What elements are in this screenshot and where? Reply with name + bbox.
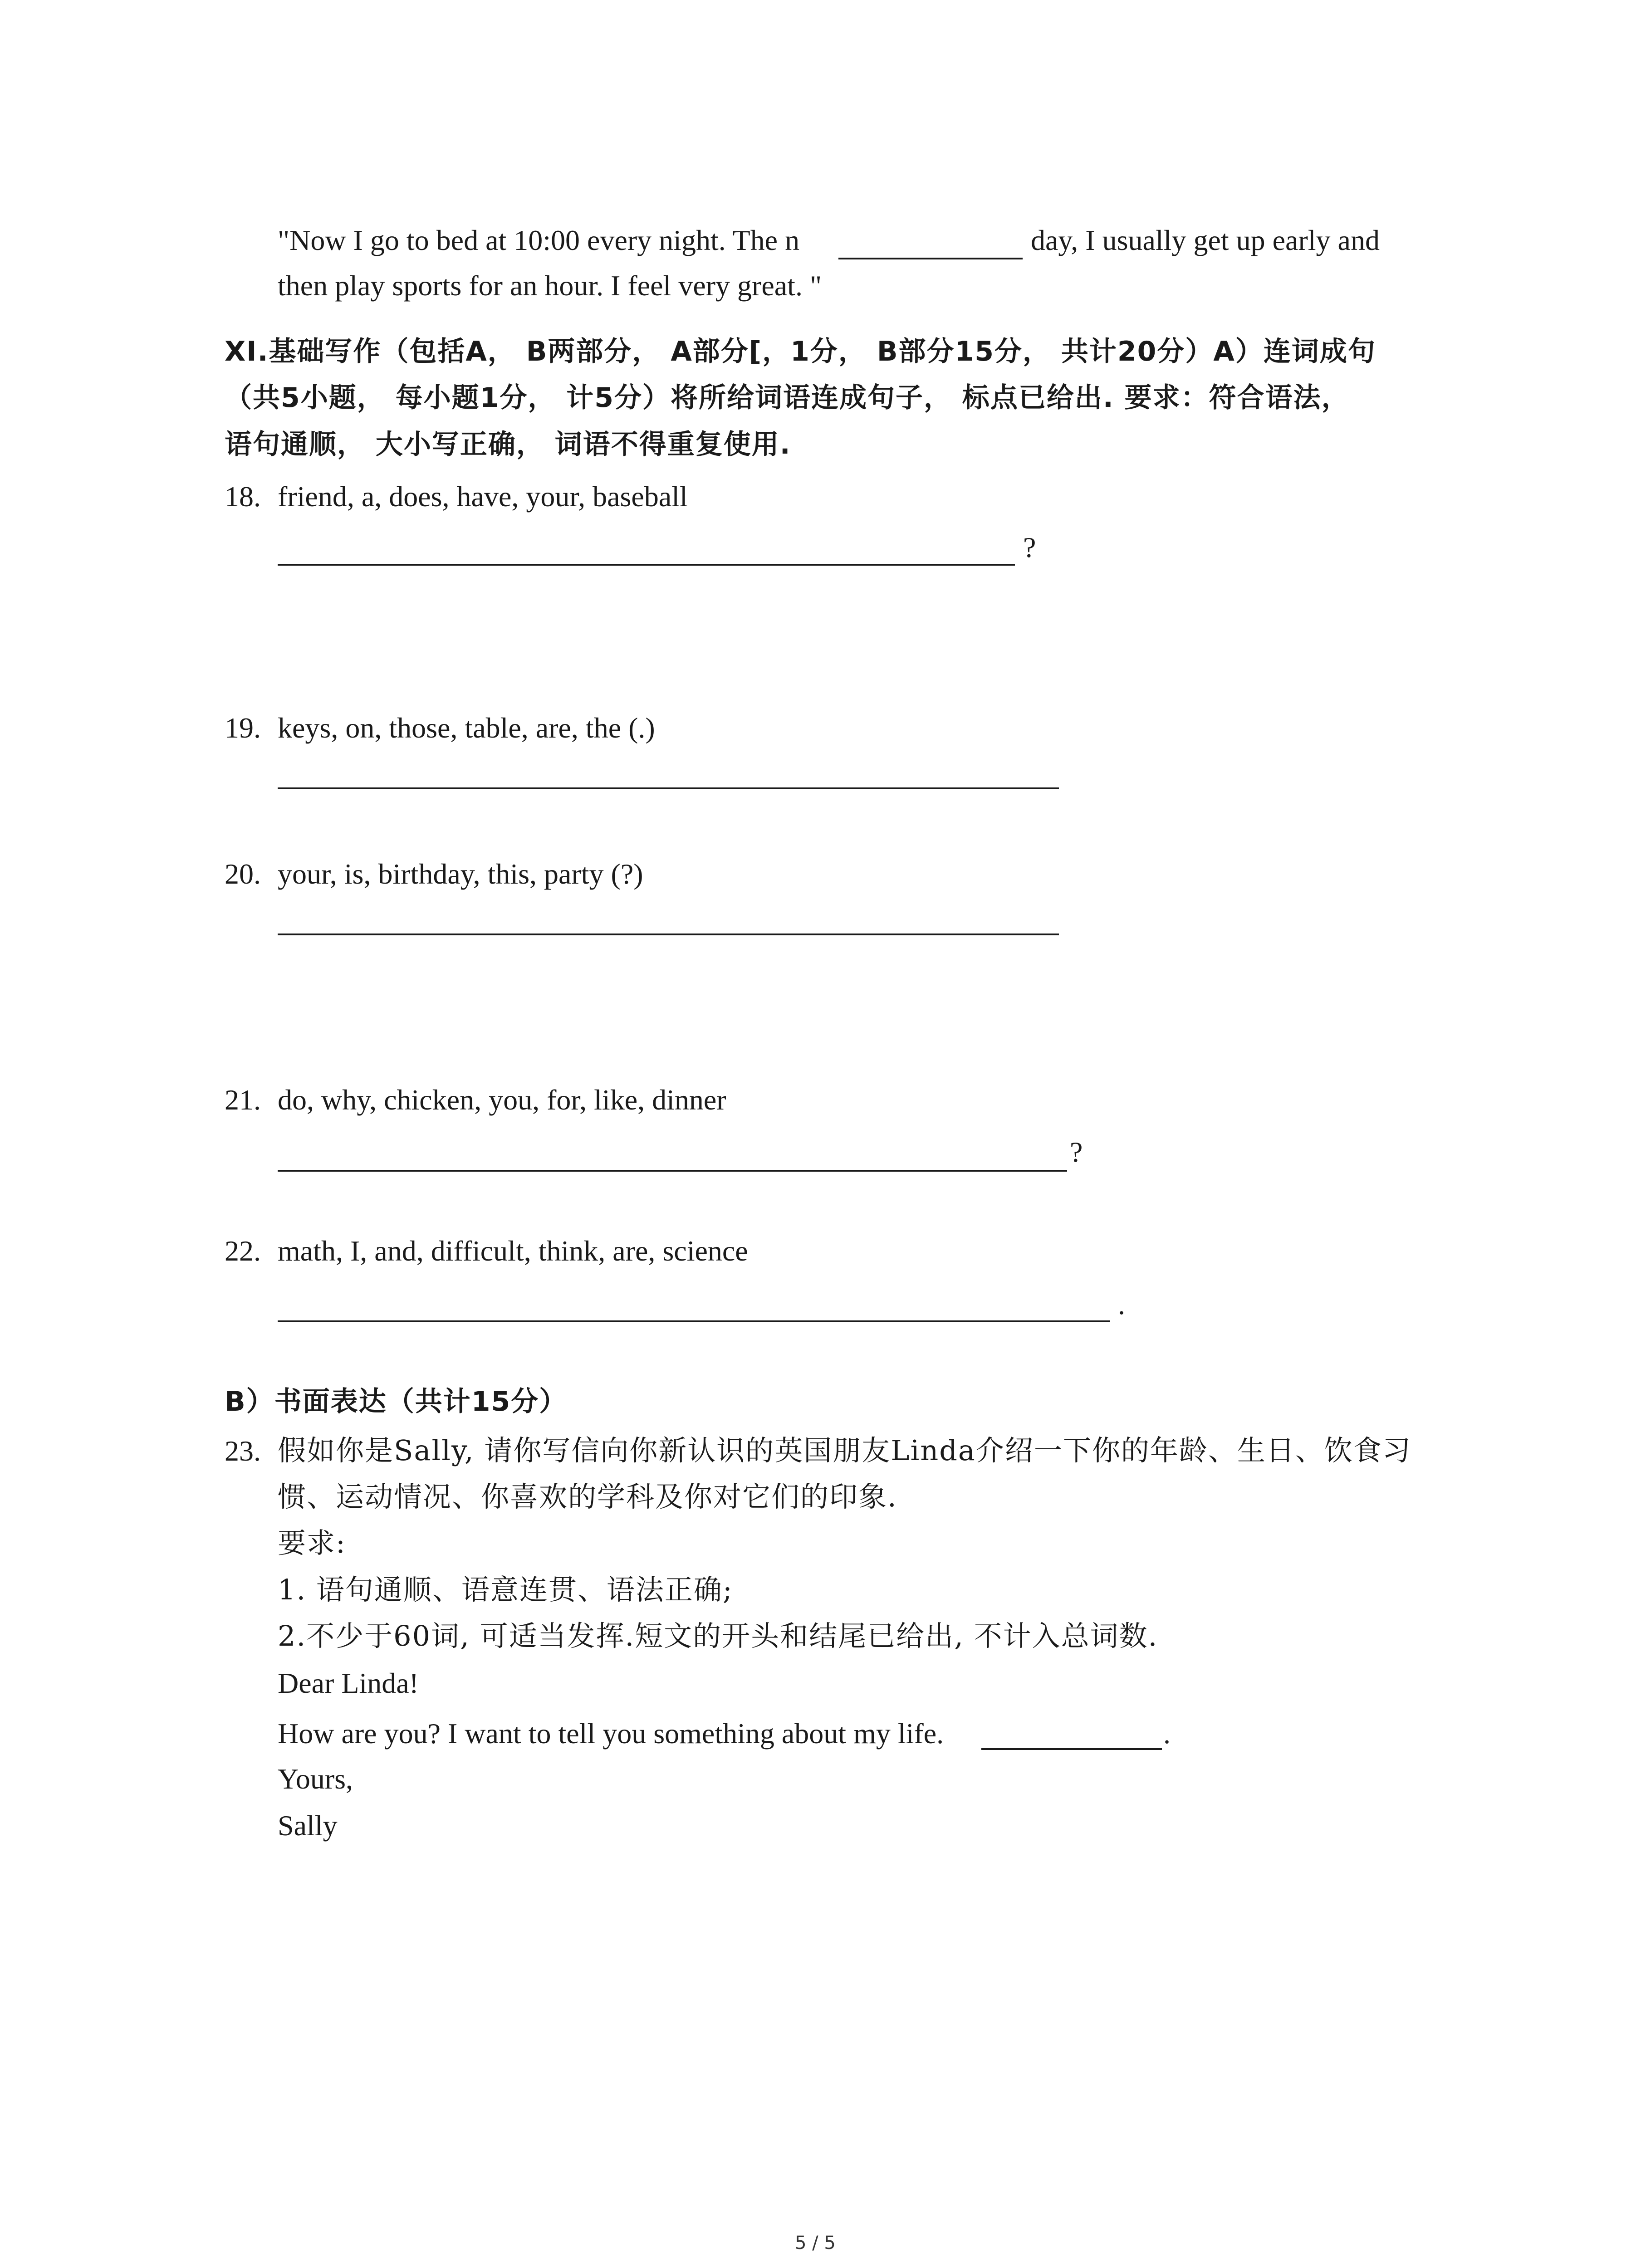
question-words: your, is, birthday, this, party (?) bbox=[278, 858, 643, 890]
end-mark: ? bbox=[1070, 1136, 1083, 1168]
answer-line[interactable] bbox=[278, 1320, 1110, 1322]
question-number: 18. bbox=[225, 480, 261, 513]
answer-line[interactable] bbox=[278, 787, 1059, 789]
writing-prompt-line2: 惯、运动情况、你喜欢的学科及你对它们的印象. bbox=[278, 1480, 897, 1513]
letter-opening-end: . bbox=[1163, 1717, 1171, 1750]
section-xi-instruction-line1: XI.基础写作（包括A， B两部分， A部分[，1分， B部分15分， 共计20分）A）连词成句 bbox=[225, 336, 1376, 367]
question-words: do, why, chicken, you, for, like, dinner bbox=[278, 1084, 726, 1116]
continuation-line2: then play sports for an hour. I feel very great. " bbox=[278, 269, 822, 302]
answer-line[interactable] bbox=[278, 934, 1059, 935]
section-b-heading: B）书面表达（共计15分） bbox=[225, 1386, 568, 1418]
question-words: keys, on, those, table, are, the (.) bbox=[278, 712, 655, 744]
question-words: math, I, and, difficult, think, are, science bbox=[278, 1235, 748, 1267]
letter-signature: Sally bbox=[278, 1809, 338, 1842]
letter-opening: How are you? I want to tell you something about my life. bbox=[278, 1717, 944, 1750]
question-number: 21. bbox=[225, 1084, 261, 1116]
question-number: 23. bbox=[225, 1435, 261, 1467]
question-number: 22. bbox=[225, 1235, 261, 1267]
requirements-label: 要求: bbox=[278, 1526, 346, 1559]
letter-closing: Yours, bbox=[278, 1763, 353, 1795]
question-number: 19. bbox=[225, 712, 261, 744]
question-number: 20. bbox=[225, 858, 261, 890]
answer-line[interactable] bbox=[278, 564, 1015, 566]
continuation-line1-start: "Now I go to bed at 10:00 every night. The n bbox=[278, 224, 800, 256]
requirement-1: 1. 语句通顺、语意连贯、语法正确; bbox=[278, 1573, 733, 1606]
writing-prompt-line1: 假如你是Sally, 请你写信向你新认识的英国朋友Linda介绍一下你的年龄、生日、饮食习 bbox=[278, 1434, 1411, 1467]
answer-blank-n[interactable] bbox=[838, 258, 1023, 259]
end-mark: ? bbox=[1023, 531, 1036, 563]
section-xi-instruction-line3: 语句通顺， 大小写正确， 词语不得重复使用. bbox=[225, 429, 791, 460]
page-number: 5 / 5 bbox=[795, 2233, 836, 2253]
answer-line[interactable] bbox=[278, 1170, 1067, 1172]
end-mark: . bbox=[1118, 1288, 1125, 1320]
requirement-2: 2.不少于60词, 可适当发挥.短文的开头和结尾已给出, 不计入总词数. bbox=[278, 1619, 1158, 1652]
section-xi-instruction-line2: （共5小题， 每小题1分， 计5分）将所给词语连成句子， 标点已给出. 要求：符合语法， bbox=[225, 382, 1350, 414]
letter-greeting: Dear Linda! bbox=[278, 1667, 419, 1699]
continuation-line1-end: day, I usually get up early and bbox=[1031, 224, 1380, 256]
letter-body-blank[interactable] bbox=[981, 1748, 1162, 1750]
question-words: friend, a, does, have, your, baseball bbox=[278, 480, 688, 513]
